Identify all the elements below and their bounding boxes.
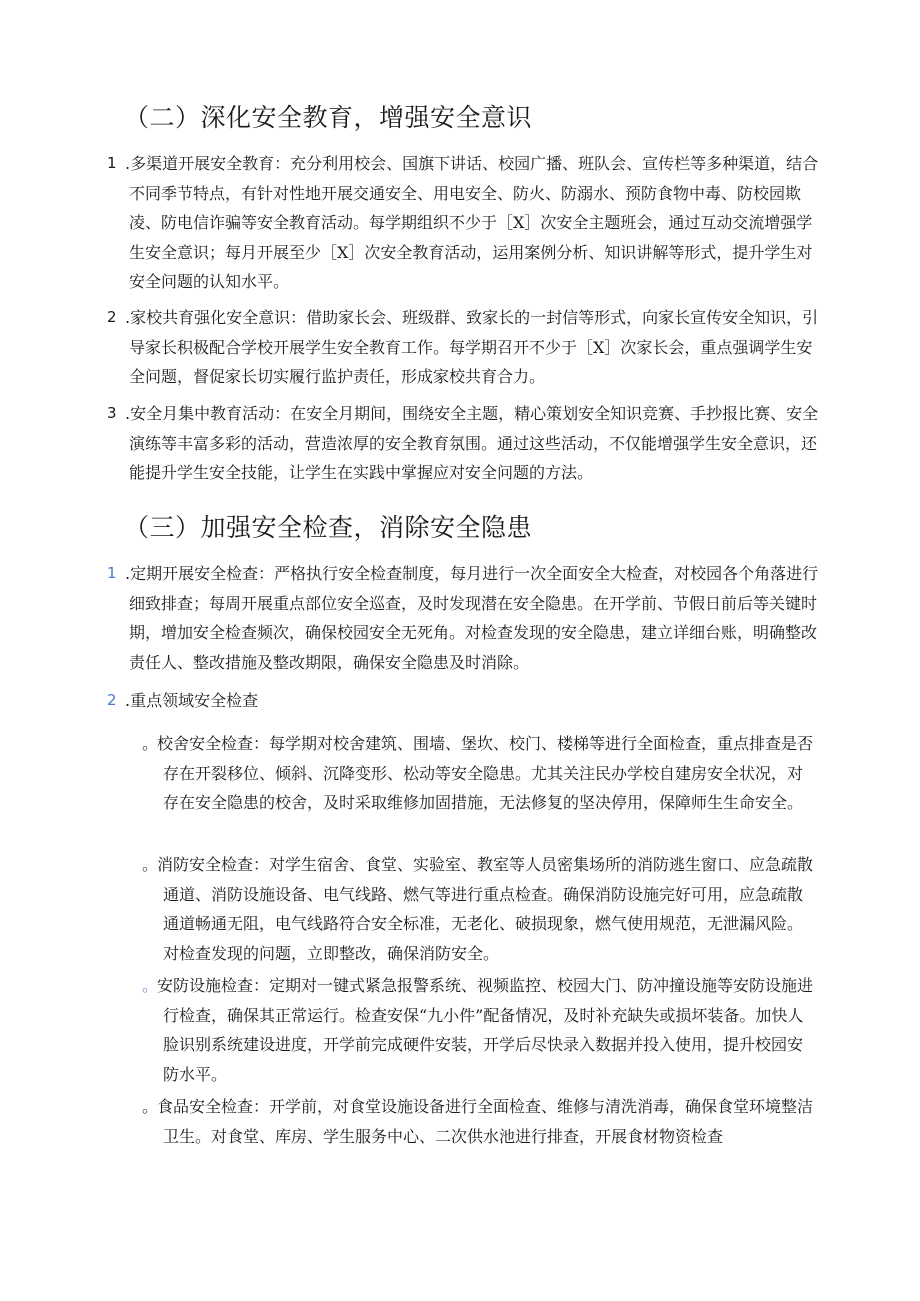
list-item: [107, 149, 819, 297]
section-heading-3: （三）加强安全检查，消除安全隐患: [124, 513, 533, 542]
sub-list-item-text: 消防安全检查：对学生宿舍、食堂、实验室、教室等人员密集场所的消防逃生窗口、应急疏散通道、消防设施设备、电气线路、燃气等进行重点检查。确保消防设施完好可用，应急疏散通道畅通无阻，电气线路符合安全标准，无老化、破损现象，燃气使用规范，无泄漏风险。对检查发现的问题，立即整改，确保消防安全。: [157, 855, 814, 963]
section-heading-2: （二）深化安全教育，增强安全意识: [124, 103, 533, 132]
bullet-icon: 。: [142, 734, 159, 753]
list-number: 3: [107, 404, 117, 422]
list-item: [107, 686, 819, 716]
bullet-icon: 。: [142, 855, 159, 874]
sub-list-item: [142, 850, 816, 968]
list-number: 1: [107, 564, 117, 582]
list-item-text: .安全月集中教育活动：在安全月期间，围绕安全主题，精心策划安全知识竞赛、手抄报比赛、安全演练等丰富多彩的活动，营造浓厚的安全教育氛围。通过这些活动，不仅能增强学生安全意识，还能提升学生安全技能，让学生在实践中掌握应对安全问题的方法。: [125, 404, 819, 482]
sub-list-item-text: 校舍安全检查：每学期对校舍建筑、围墙、堡坎、校门、楼梯等进行全面检查，重点排查是否存在开裂移位、倾斜、沉降变形、松动等安全隐患。尤其关注民办学校自建房安全状况，对存在安全隐患的校舍，及时采取维修加固措施，无法修复的坚决停用，保障师生生命安全。: [157, 734, 814, 812]
sub-list-item-text: 食品安全检查：开学前，对食堂设施设备进行全面检查、维修与清洗消毒，确保食堂环境整洁卫生。对食堂、库房、学生服务中心、二次供水池进行排查，开展食材物资检查: [157, 1097, 814, 1146]
sub-list-item: [142, 729, 816, 818]
list-item-text: .多渠道开展安全教育：充分利用校会、国旗下讲话、校园广播、班队会、宣传栏等多种渠道，结合不同季节特点，有针对性地开展交通安全、用电安全、防火、防溺水、预防食物中毒、防校园欺凌、防电信诈骗等安全教育活动。每学期组织不少于［X］次安全主题班会，通过互动交流增强学生安全意识；每月开展至少［X］次安全教育活动，运用案例分析、知识讲解等形式，提升学生对安全问题的认知水平。: [125, 154, 819, 291]
bullet-icon: 。: [142, 976, 159, 995]
list-number: 2: [107, 308, 117, 326]
list-item: [107, 559, 819, 677]
list-item-text: .重点领域安全检查: [125, 691, 259, 710]
sub-list-item: [142, 1092, 816, 1151]
bullet-icon: 。: [142, 1097, 159, 1116]
list-item: [107, 303, 819, 392]
list-item: [107, 399, 819, 488]
list-number: 1: [107, 154, 117, 172]
list-item-text: .定期开展安全检查：严格执行安全检查制度，每月进行一次全面安全大检查，对校园各个角落进行细致排查；每周开展重点部位安全巡查，及时发现潜在安全隐患。在开学前、节假日前后等关键时期，增加安全检查频次，确保校园安全无死角。对检查发现的安全隐患，建立详细台账，明确整改责任人、整改措施及整改期限，确保安全隐患及时消除。: [125, 564, 819, 672]
sub-list-item-text: 安防设施检查：定期对一键式紧急报警系统、视频监控、校园大门、防冲撞设施等安防设施进行检查，确保其正常运行。检查安保“九小件”配备情况，及时补充缺失或损坏装备。加快人脸识别系统建设进度，开学前完成硬件安装，开学后尽快录入数据并投入使用，提升校园安防水平。: [157, 976, 814, 1084]
list-number: 2: [107, 691, 117, 709]
list-item-text: .家校共育强化安全意识：借助家长会、班级群、致家长的一封信等形式，向家长宣传安全知识，引导家长积极配合学校开展学生安全教育工作。每学期召开不少于［X］次家长会，重点强调学生安全问题，督促家长切实履行监护责任，形成家校共育合力。: [125, 308, 819, 386]
sub-list-item: [142, 971, 816, 1089]
